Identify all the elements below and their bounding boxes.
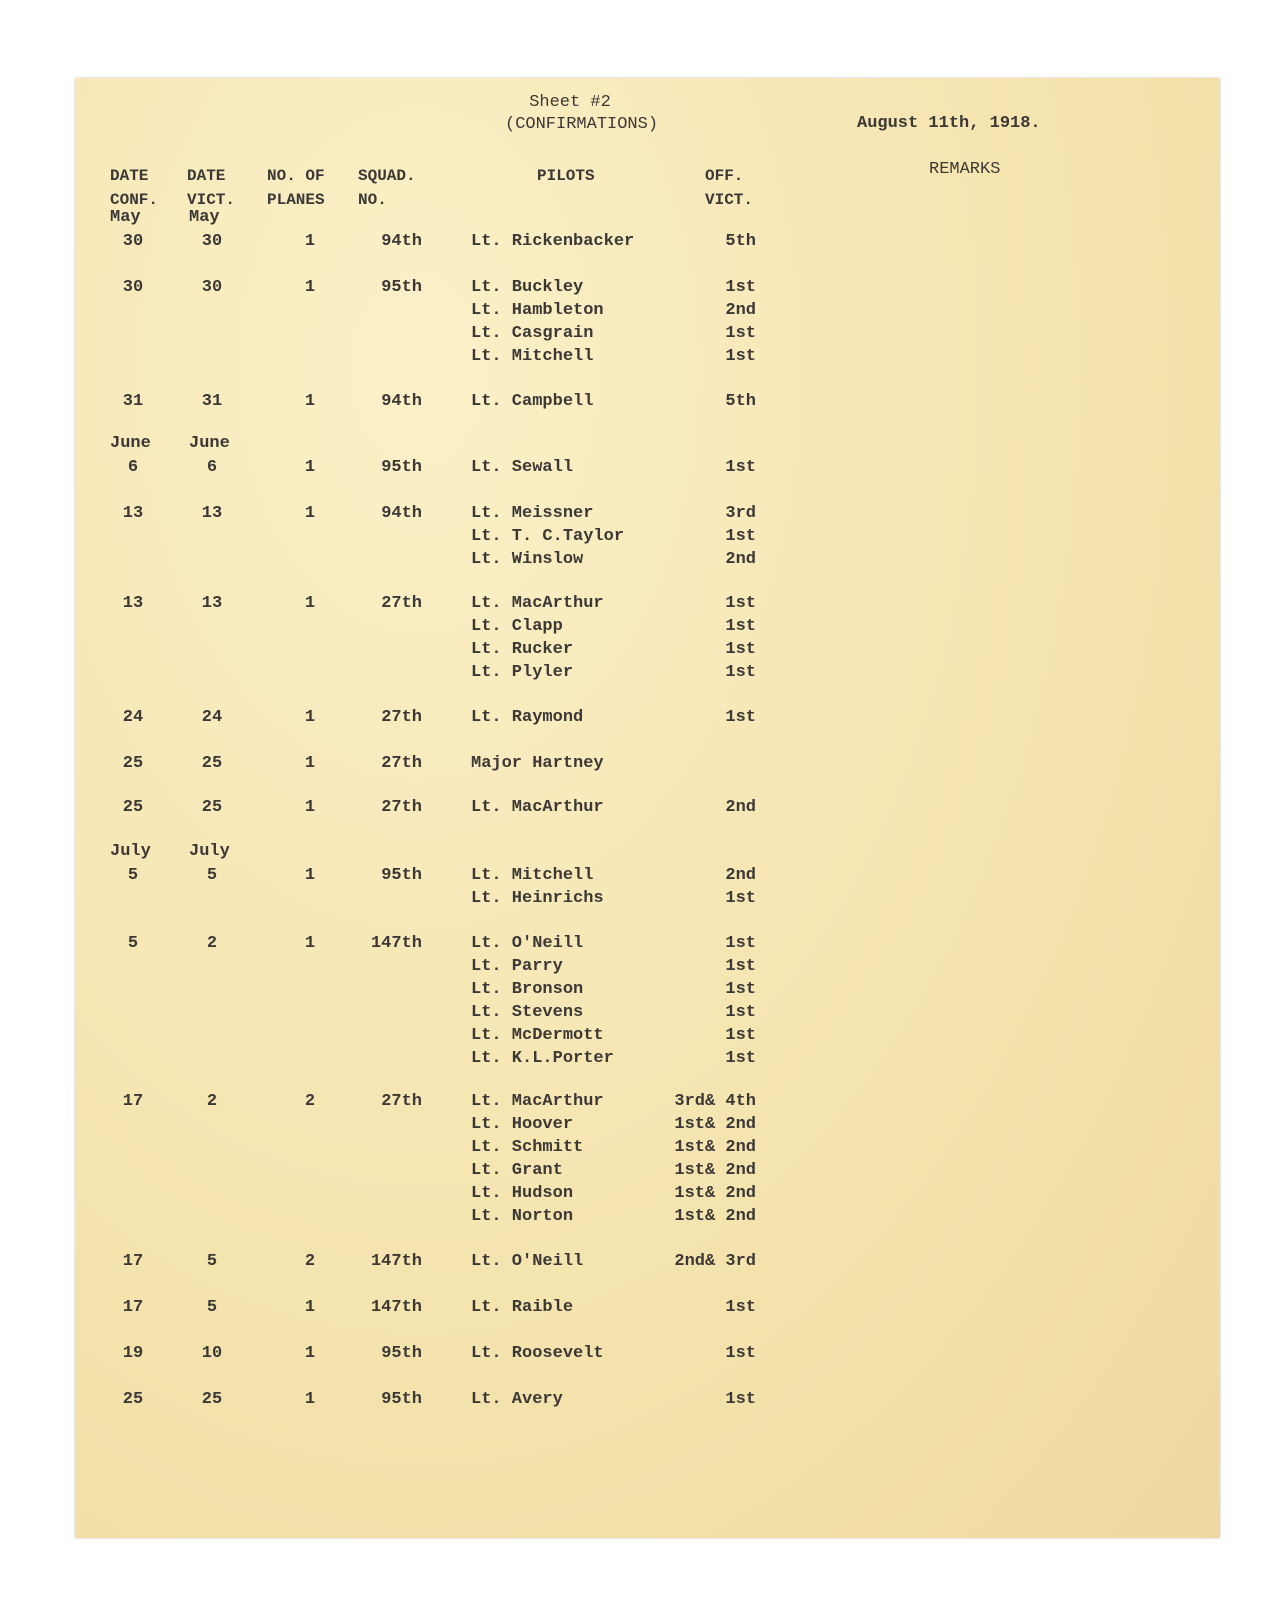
victory-cell (660, 1388, 756, 1411)
pilot-name: Lt. MacArthur (471, 798, 604, 817)
victory-number: 1st& 2nd (674, 1207, 756, 1226)
victory-number: 1st (725, 527, 756, 546)
pilot-name: Lt. Rickenbacker (471, 232, 635, 251)
pilots-cell (471, 706, 583, 729)
pilot-name: Lt. Clapp (471, 617, 563, 636)
victory-cell (660, 864, 756, 910)
victory-cell (660, 502, 756, 571)
date-conf-cell: 31 (122, 392, 144, 411)
pilots-cell (471, 230, 634, 253)
pilot-name: Lt. Hambleton (471, 301, 604, 320)
date-conf-cell: 25 (122, 798, 144, 817)
victory-number: 1st (725, 640, 756, 659)
sheet-subtitle: (CONFIRMATIONS) (505, 115, 659, 134)
pilot-name: Lt. Avery (471, 1390, 563, 1409)
victory-number: 1st (725, 458, 756, 477)
date-conf-cell: 19 (122, 1344, 144, 1363)
squad-cell: 27th (381, 798, 422, 817)
date-vict-cell: 30 (201, 232, 223, 251)
victory-number: 1st (725, 1049, 756, 1068)
victory-number: 1st (725, 889, 756, 908)
planes-cell: 1 (304, 708, 316, 727)
planes-cell: 1 (304, 278, 316, 297)
date-conf-cell: 30 (122, 232, 144, 251)
date-vict-cell: 25 (201, 798, 223, 817)
victory-number: 3rd (725, 504, 756, 523)
pilots-cell (471, 1296, 573, 1319)
col-pilots: PILOTS (537, 167, 595, 185)
date-conf-cell: 13 (122, 504, 144, 523)
victory-number: 1st (725, 708, 756, 727)
date-conf-cell: 24 (122, 708, 144, 727)
victory-cell (660, 390, 756, 413)
victory-number: 1st (725, 1298, 756, 1317)
date-conf-cell: 17 (122, 1092, 144, 1111)
victory-number: 1st (725, 957, 756, 976)
victory-number: 1st (725, 1344, 756, 1363)
victory-cell (660, 1296, 756, 1319)
victory-cell (660, 456, 756, 479)
squad-cell: 95th (381, 458, 422, 477)
date-vict-cell: 2 (206, 1092, 218, 1111)
col-squad: SQUAD. NO. (358, 167, 416, 209)
pilot-name: Lt. K.L.Porter (471, 1049, 614, 1068)
remarks-header: REMARKS (929, 160, 1001, 179)
date-conf-cell: 13 (122, 594, 144, 613)
squad-cell: 95th (381, 1390, 422, 1409)
victory-number: 1st (725, 594, 756, 613)
pilot-name: Lt. Sewall (471, 458, 574, 477)
pilots-cell (471, 864, 604, 910)
victory-number: 1st (725, 278, 756, 297)
victory-number: 2nd (725, 550, 756, 569)
confirmations-table (75, 78, 1220, 1538)
pilot-name: Lt. Meissner (471, 504, 594, 523)
pilot-name: Lt. Raymond (471, 708, 584, 727)
date-vict-cell: 13 (201, 594, 223, 613)
pilot-name: Lt. Schmitt (471, 1138, 584, 1157)
date-vict-cell: 10 (201, 1344, 223, 1363)
victory-number: 3rd& 4th (674, 1092, 756, 1111)
pilots-cell (471, 456, 573, 479)
victory-number: 1st (725, 1003, 756, 1022)
victory-number: 2nd (725, 301, 756, 320)
sheet-number: Sheet #2 (529, 93, 611, 112)
pilot-name: Lt. Campbell (471, 392, 594, 411)
pilots-cell (471, 502, 624, 571)
pilot-name: Lt. Plyler (471, 663, 574, 682)
victory-number: 1st (725, 347, 756, 366)
planes-cell: 1 (304, 1390, 316, 1409)
date-vict-cell: 6 (206, 458, 218, 477)
pilot-name: Lt. MacArthur (471, 594, 604, 613)
date-vict-cell: 24 (201, 708, 223, 727)
planes-cell: 1 (304, 866, 316, 885)
col-planes: NO. OF PLANES (267, 167, 325, 209)
victory-number (660, 752, 756, 775)
victory-cell (660, 1090, 756, 1228)
victory-number: 1st (725, 980, 756, 999)
squad-cell: 95th (381, 866, 422, 885)
date-vict-cell: 31 (201, 392, 223, 411)
date-vict-cell: 5 (206, 1252, 218, 1271)
victory-number: 2nd (725, 866, 756, 885)
squad-cell: 27th (381, 1092, 422, 1111)
pilot-name: Lt. Buckley (471, 278, 584, 297)
col-date-conf: DATE CONF. (110, 167, 159, 209)
victory-number: 1st& 2nd (674, 1138, 756, 1157)
planes-cell: 1 (304, 934, 316, 953)
pilot-name: Lt. Grant (471, 1161, 563, 1180)
victory-cell (660, 230, 756, 253)
squad-cell: 94th (381, 504, 422, 523)
date-conf-cell: 6 (127, 458, 139, 477)
pilot-name: Lt. Heinrichs (471, 889, 604, 908)
victory-number: 1st (725, 1026, 756, 1045)
pilot-name: Lt. Casgrain (471, 324, 594, 343)
victory-cell (660, 1250, 756, 1273)
date-vict-cell: 25 (201, 754, 223, 773)
victory-number: 1st& 2nd (674, 1184, 756, 1203)
pilot-name: Lt. Parry (471, 957, 563, 976)
victory-number: 1st (725, 1390, 756, 1409)
date-conf-cell: 30 (122, 278, 144, 297)
pilot-name: Major Hartney (471, 754, 604, 773)
pilots-cell (471, 932, 614, 1070)
pilot-name: Lt. Bronson (471, 980, 584, 999)
squad-cell: 147th (370, 1298, 422, 1317)
pilot-name: Lt. O'Neill (471, 1252, 584, 1271)
pilot-name: Lt. Mitchell (471, 866, 594, 885)
victory-cell (660, 706, 756, 729)
month-label: June (189, 434, 230, 453)
pilots-cell (471, 1250, 583, 1273)
squad-cell: 27th (381, 594, 422, 613)
pilot-name: Lt. MacArthur (471, 1092, 604, 1111)
pilot-name: Lt. Winslow (471, 550, 584, 569)
victory-number: 1st (725, 934, 756, 953)
month-label: June (110, 434, 151, 453)
date-conf-cell: 17 (122, 1252, 144, 1271)
squad-cell: 147th (370, 934, 422, 953)
victory-cell (660, 932, 756, 1070)
victory-number: 2nd& 3rd (674, 1252, 756, 1271)
victory-cell (660, 276, 756, 368)
victory-number: 1st& 2nd (674, 1161, 756, 1180)
squad-cell: 95th (381, 1344, 422, 1363)
victory-number: 5th (725, 392, 756, 411)
pilot-name: Lt. T. C.Taylor (471, 527, 625, 546)
victory-number: 1st& 2nd (674, 1115, 756, 1134)
planes-cell: 1 (304, 594, 316, 613)
victory-cell (660, 1342, 756, 1365)
victory-cell (660, 592, 756, 684)
date-vict-cell: 13 (201, 504, 223, 523)
victory-number: 1st (725, 663, 756, 682)
pilot-name: Lt. Rucker (471, 640, 574, 659)
month-label: May (189, 208, 220, 227)
date-vict-cell: 30 (201, 278, 223, 297)
month-label: May (110, 208, 141, 227)
pilots-cell (471, 1388, 563, 1411)
squad-cell: 95th (381, 278, 422, 297)
pilots-cell (471, 796, 604, 819)
planes-cell: 1 (304, 232, 316, 251)
squad-cell: 27th (381, 708, 422, 727)
date-conf-cell: 5 (127, 934, 139, 953)
pilots-cell (471, 752, 604, 775)
pilot-name: Lt. O'Neill (471, 934, 584, 953)
pilot-name: Lt. Norton (471, 1207, 574, 1226)
squad-cell: 147th (370, 1252, 422, 1271)
month-label: July (189, 842, 230, 861)
date-vict-cell: 2 (206, 934, 218, 953)
victory-number: 2nd (725, 798, 756, 817)
col-off-vict: OFF. VICT. (705, 167, 754, 209)
document-sheet (75, 78, 1220, 1538)
squad-cell: 27th (381, 754, 422, 773)
pilot-name: Lt. Raible (471, 1298, 574, 1317)
pilots-cell (471, 276, 604, 368)
document-date: August 11th, 1918. (857, 114, 1041, 133)
pilot-name: Lt. Stevens (471, 1003, 584, 1022)
planes-cell: 1 (304, 392, 316, 411)
col-date-vict: DATE VICT. (187, 167, 236, 209)
pilots-cell (471, 592, 604, 684)
victory-cell (660, 752, 756, 775)
date-vict-cell: 25 (201, 1390, 223, 1409)
date-conf-cell: 17 (122, 1298, 144, 1317)
planes-cell: 2 (304, 1092, 316, 1111)
victory-number: 1st (725, 324, 756, 343)
planes-cell: 1 (304, 1298, 316, 1317)
date-conf-cell: 5 (127, 866, 139, 885)
squad-cell: 94th (381, 392, 422, 411)
planes-cell: 1 (304, 458, 316, 477)
planes-cell: 1 (304, 798, 316, 817)
victory-number: 1st (725, 617, 756, 636)
pilots-cell (471, 390, 593, 413)
squad-cell: 94th (381, 232, 422, 251)
victory-number: 5th (725, 232, 756, 251)
pilots-cell (471, 1090, 604, 1228)
date-conf-cell: 25 (122, 1390, 144, 1409)
pilot-name: Lt. Roosevelt (471, 1344, 604, 1363)
pilot-name: Lt. Mitchell (471, 347, 594, 366)
planes-cell: 2 (304, 1252, 316, 1271)
victory-cell (660, 796, 756, 819)
pilot-name: Lt. Hudson (471, 1184, 574, 1203)
date-conf-cell: 25 (122, 754, 144, 773)
pilot-name: Lt. Hoover (471, 1115, 574, 1134)
planes-cell: 1 (304, 754, 316, 773)
date-vict-cell: 5 (206, 1298, 218, 1317)
month-label: July (110, 842, 151, 861)
planes-cell: 1 (304, 504, 316, 523)
pilots-cell (471, 1342, 604, 1365)
planes-cell: 1 (304, 1344, 316, 1363)
pilot-name: Lt. McDermott (471, 1026, 604, 1045)
date-vict-cell: 5 (206, 866, 218, 885)
